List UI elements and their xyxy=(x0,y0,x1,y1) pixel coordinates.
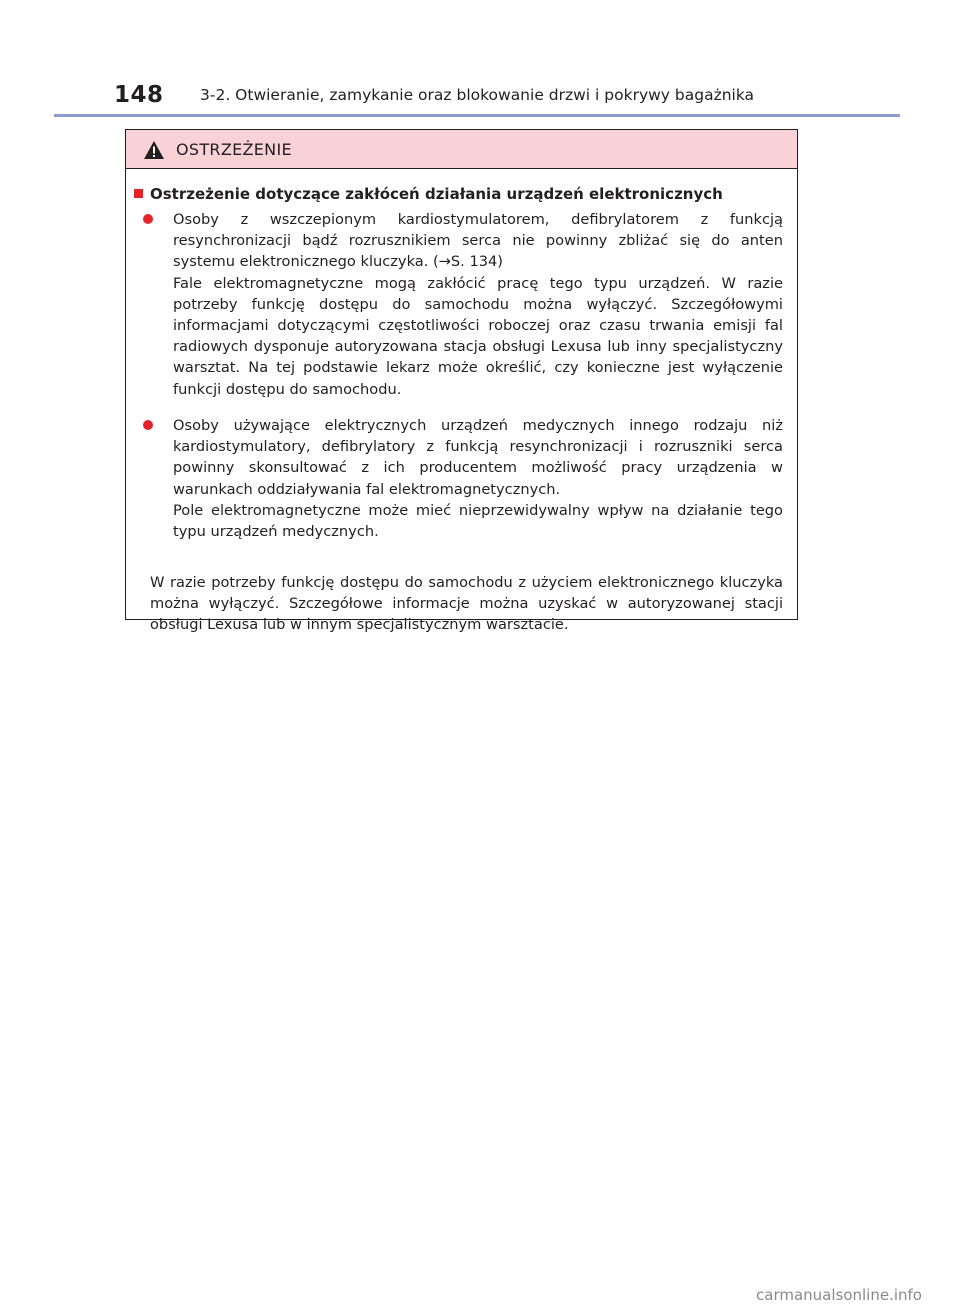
red-square-icon xyxy=(134,189,143,198)
paragraph: Osoby używające elektrycznych urządzeń medycznych innego rodzaju niż kardiostymulatory, defibrylatory z funkcją resynchronizacji i rozruszniki serca powinny skonsultować z ich producentem możliwość pracy urządzenia w warunkach oddziaływania fal elektromagnetycznych. xyxy=(173,417,783,498)
section-heading xyxy=(134,185,723,203)
paragraph: Fale elektromagnetyczne mogą zakłócić pracę tego typu urządzeń. W razie potrzeby funkcję dostępu do samochodu można wyłączyć. Szczegółowymi informacjami dotyczącymi częstotliwości roboczej oraz czasu trwania emisji fal radiowych dysponuje autoryzowana stacja obsługi Lexusa lub inny specjalistyczny warsztat. Na tej podstawie lekarz może określić, czy konieczne jest wyłączenie funkcji dostępu do samochodu. xyxy=(173,274,783,398)
red-bullet-icon xyxy=(143,214,153,224)
warning-triangle-icon xyxy=(143,140,165,160)
section-heading-text: Ostrzeżenie dotyczące zakłóceń działania urządzeń elektronicznych xyxy=(150,185,723,203)
warning-title: OSTRZEŻENIE xyxy=(176,140,292,159)
page-number: 148 xyxy=(114,82,164,108)
paragraph: Osoby z wszczepionym kardiostymulatorem, defibrylatorem z funkcją resynchronizacji bądź rozrusznikiem serca nie powinny zbliżać się do anten systemu elektronicznego kluczyka. (→S. 134) xyxy=(173,211,783,271)
warning-box xyxy=(125,129,798,634)
paragraph: Pole elektromagnetyczne może mieć nieprzewidywalny wpływ na działanie tego typu urządzeń medycznych. xyxy=(173,501,783,541)
red-bullet-icon xyxy=(143,420,153,430)
watermark[interactable]: carmanualsonline.info xyxy=(756,1286,922,1304)
chapter-title: 3-2. Otwieranie, zamykanie oraz blokowanie drzwi i pokrywy bagażnika xyxy=(200,86,755,104)
closing-paragraph: W razie potrzeby funkcję dostępu do samochodu z użyciem elektronicznego kluczyka można wyłączyć. Szczegółowe informacje można uzyskać w autoryzowanej stacji obsługi Lexusa lub w innym specjalistycznym warsztacie. xyxy=(150,574,783,634)
warning-header xyxy=(126,130,797,169)
header-rule xyxy=(54,114,900,117)
page-header xyxy=(0,0,960,120)
list-item-text xyxy=(173,209,783,400)
list-item-text xyxy=(173,415,783,542)
